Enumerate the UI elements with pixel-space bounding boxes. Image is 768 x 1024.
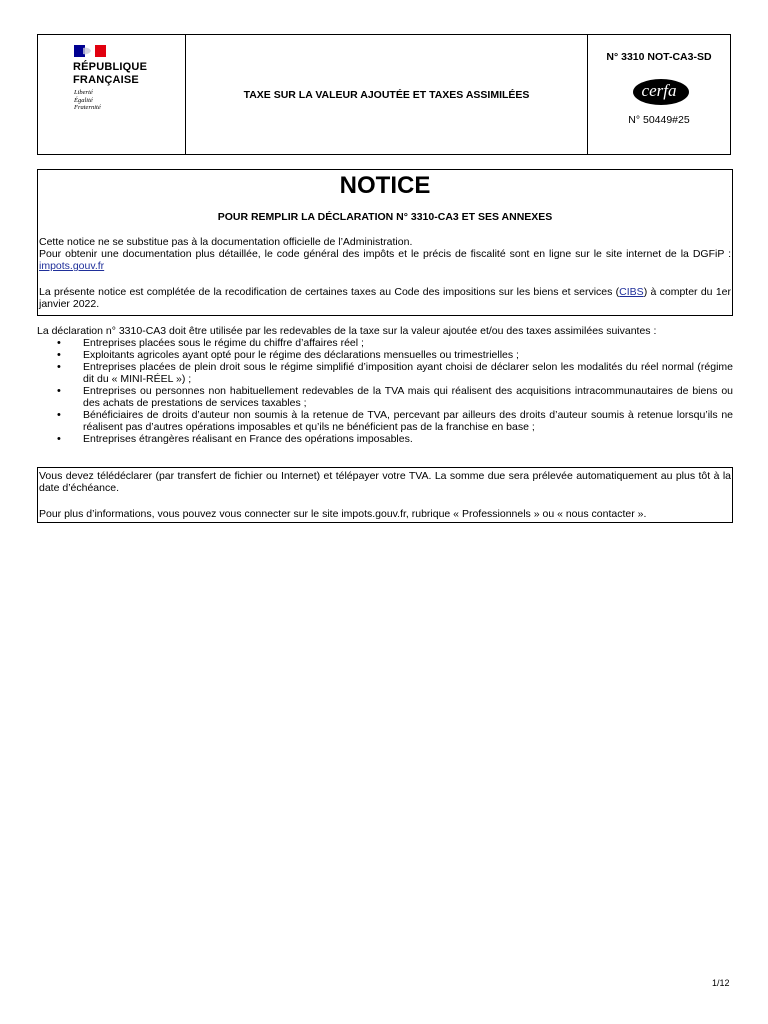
list-item: • Entreprises étrangères réalisant en France des opérations imposables.: [37, 433, 733, 445]
notice-disclaimer: Cette notice ne se substitue pas à la documentation officielle de l’Administration.: [39, 236, 413, 248]
republique-francaise-logo: [38, 35, 186, 154]
notice-cibs-paragraph: [39, 286, 731, 310]
form-reference: N° 3310 NOT-CA3-SD: [606, 51, 712, 63]
more-info-text: Pour plus d’informations, vous pouvez vous connecter sur le site impots.gouv.fr, rubrique « Professionnels » ou « nous contacter ».: [39, 508, 647, 520]
logo-line-francaise: FRANÇAISE: [73, 74, 139, 86]
teledeclaration-info-box: [37, 467, 733, 523]
notice-title: NOTICE: [339, 172, 431, 199]
notice-subtitle: POUR REMPLIR LA DÉCLARATION N° 3310-CA3 ET SES ANNEXES: [217, 211, 553, 223]
document-header: [37, 34, 731, 155]
list-item: • Entreprises placées sous le régime du chiffre d’affaires réel ;: [37, 337, 733, 349]
declaration-intro: La déclaration n° 3310-CA3 doit être utilisée par les redevables de la taxe sur la valeur ajoutée et/ou des taxes assimilées suivantes :: [37, 325, 657, 337]
notice-documentation-text: Pour obtenir une documentation plus détaillée, le code général des impôts et le précis de fiscalité sont en ligne sur le site internet de la DGFiP :: [39, 248, 731, 260]
impots-gouv-link[interactable]: impots.gouv.fr: [39, 260, 105, 272]
notice-cibs-text-after: ) à compter du 1er janvier 2022.: [39, 286, 731, 310]
notice-documentation-paragraph: [39, 248, 731, 272]
notice-box: [37, 169, 733, 316]
list-item: • Entreprises placées de plein droit sous le régime simplifié d’imposition ayant choisi de déclarer selon les modalités du réel normal (régime dit du « MINI-RÉEL ») ;: [37, 361, 733, 385]
list-item: • Exploitants agricoles ayant opté pour le régime des déclarations mensuelles ou trimestrielles ;: [37, 349, 733, 361]
cerfa-number: N° 50449#25: [628, 114, 690, 126]
cibs-link[interactable]: CIBS: [619, 286, 644, 298]
list-item: • Bénéficiaires de droits d’auteur non soumis à la retenue de TVA, percevant par ailleurs des droits d’auteur soumis à retenue lorsqu’ils ne réalisent pas d’autres opérations imposables et qu’ils ne bénéficient pas de la franchise en base ;: [37, 409, 733, 433]
page-number: 1/12: [712, 978, 730, 988]
logo-line-republique: RÉPUBLIQUE: [73, 61, 148, 73]
cerfa-logo-text: cerfa: [641, 81, 677, 100]
marianne-flag-icon: [74, 45, 106, 57]
motto-liberte: Liberté: [74, 89, 93, 96]
teledeclaration-text: Vous devez télédéclarer (par transfert de fichier ou Internet) et télépayer votre TVA. La somme due sera prélevée automatiquement au plus tôt à la date d’échéance.: [39, 470, 731, 494]
motto-egalite: Égalité: [74, 96, 93, 104]
list-item: • Entreprises ou personnes non habituellement redevables de la TVA mais qui réalisent des acquisitions intracommunautaires de biens ou des achats de prestations de services taxables ;: [37, 385, 733, 409]
notice-cibs-text-before: La présente notice est complétée de la recodification de certaines taxes au Code des impositions sur les biens et services (: [39, 286, 620, 298]
form-reference-cell: [588, 35, 730, 154]
document-title: TAXE SUR LA VALEUR AJOUTÉE ET TAXES ASSIMILÉES: [186, 35, 588, 154]
motto-fraternite: Fraternité: [74, 104, 101, 111]
regimes-list: [37, 337, 733, 445]
logo-motto: [74, 89, 101, 112]
